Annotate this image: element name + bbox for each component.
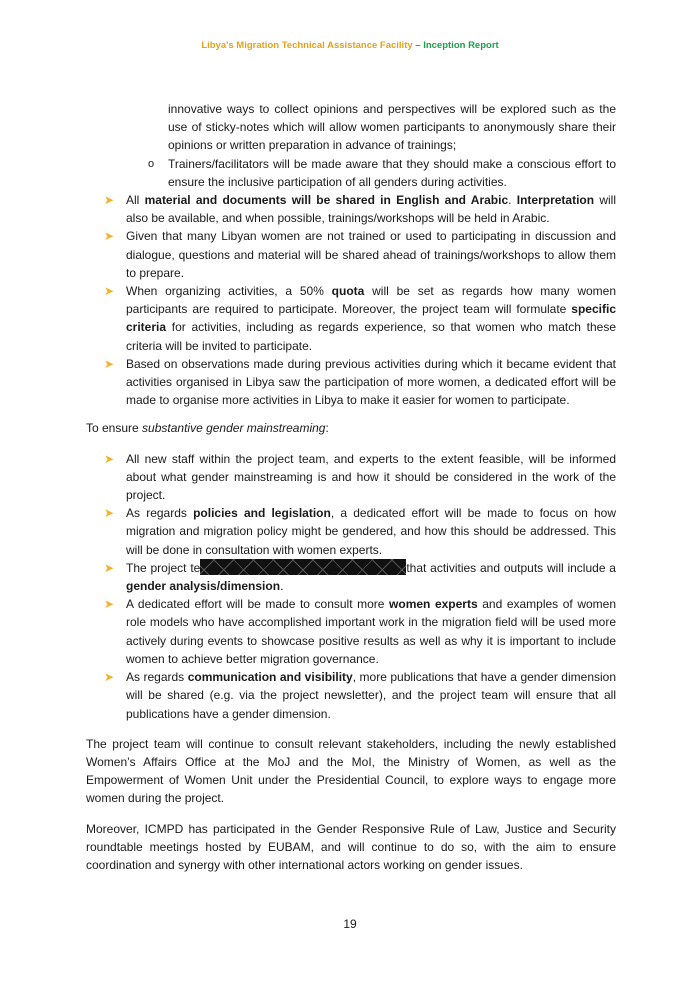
- body-paragraph: Moreover, ICMPD has participated in the Gender Responsive Rule of Law, Justice and Security roundtable meetings hosted by EUBAM, and will continue to do so, with the aim to ensure coordination and synergy with other international actors working on gender issues.: [86, 821, 616, 872]
- list-item: ➤ The project te that activities and outputs will include a gender analysis/dimension.: [104, 560, 616, 594]
- arrow-bullet-icon: ➤: [104, 193, 115, 208]
- header-separator: –: [412, 40, 424, 51]
- page-content: [86, 100, 616, 874]
- arrow-bullet-icon: ➤: [104, 670, 115, 685]
- arrow-bullet-icon: ➤: [104, 506, 115, 521]
- arrow-bullet-icon: ➤: [104, 284, 115, 299]
- list-item: ➤ All new staff within the project team, and experts to the extent feasible, will be informed about what gender mainstreaming is and how it should be considered in the work of the project.: [104, 451, 616, 503]
- list-item: ➤ When organizing activities, a 50% quota will be set as regards how many women participants are required to participate. Moreover, the project team will formulate specific criteria for activities, including as regards experience, so that women who match these criteria will be invited to participate.: [104, 284, 617, 353]
- sub-list-continuation: innovative ways to collect opinions and perspectives will be explored such as the use of sticky-notes which will allow women participants to anonymously share their opinions or written preparation in advance of trainings;: [168, 102, 616, 153]
- page-number: 19: [343, 917, 357, 931]
- page-header: [0, 40, 700, 51]
- header-subtitle: Inception Report: [423, 40, 499, 51]
- redaction-block: [200, 559, 406, 575]
- arrow-bullet-icon: ➤: [104, 597, 115, 612]
- list-item: ➤ As regards policies and legislation, a dedicated effort will be made to focus on how migration and migration policy might be gendered, and how this should be addressed. This will be done in consultation with women experts.: [104, 506, 616, 557]
- sub-list-item: [86, 155, 616, 191]
- arrow-bullet-icon: ➤: [104, 356, 115, 371]
- list-item: ➤ As regards communication and visibility, more publications that have a gender dimension will be shared (e.g. via the project newsletter), and the project team will ensure that all publications have a gender dimension.: [104, 670, 617, 721]
- list-item: ➤ Given that many Libyan women are not trained or used to participating in discussion and dialogue, questions and material will be shared ahead of trainings/workshops to allow them to prepare.: [104, 229, 616, 280]
- list-item: ➤ All material and documents will be shared in English and Arabic. Interpretation will also be available, and when possible, trainings/workshops will be held in Arabic.: [104, 193, 617, 226]
- arrow-bullet-icon: ➤: [104, 560, 115, 575]
- list-item: ➤ Based on observations made during previous activities during which it became evident that activities organised in Libya saw the participation of more women, a dedicated effort will be made to organise more activities in Libya to make it easier for women to participate.: [104, 356, 616, 408]
- sub-list-item-text: Trainers/facilitators will be made aware that they should make a conscious effort to ensure the inclusive participation of all genders during activities.: [168, 156, 616, 189]
- section-intro: To ensure substantive gender mainstreaming:: [86, 421, 329, 436]
- circle-bullet-icon: o: [148, 157, 155, 170]
- arrow-bullet-icon: ➤: [104, 229, 115, 244]
- body-paragraph: The project team will continue to consult relevant stakeholders, including the newly established Women’s Affairs Office at the MoJ and the MoI, the Ministry of Women, as well as the Empowerment of Women Unit under the Presidential Council, to explore ways to engage more women during the project.: [86, 736, 616, 806]
- arrow-bullet-icon: ➤: [104, 451, 115, 466]
- header-title: Libya's Migration Technical Assistance Facility: [201, 40, 413, 51]
- list-item: ➤ A dedicated effort will be made to consult more women experts and examples of women role models who have accomplished important work in the migration field will be used more actively during events to showcase positive results as well as why it is important to include women to achieve better migration governance.: [104, 597, 617, 666]
